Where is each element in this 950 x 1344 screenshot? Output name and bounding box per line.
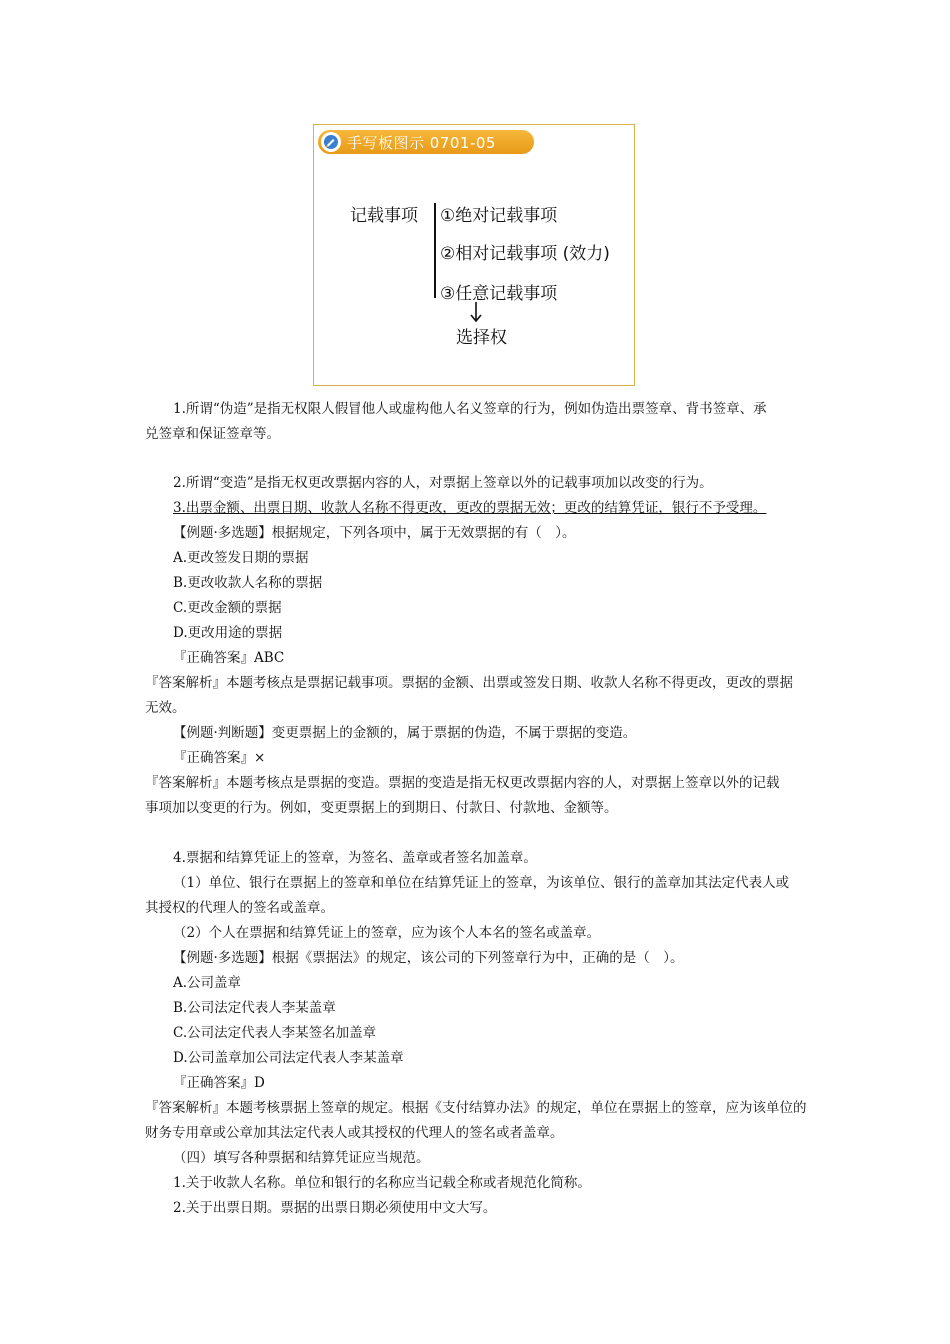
option-line: C.公司法定代表人李某签名加盖章 bbox=[173, 1025, 377, 1041]
board-item-2: ②相对记载事项 (效力) bbox=[440, 244, 610, 264]
board-item-1: ①绝对记载事项 bbox=[440, 206, 558, 226]
board-divider-line bbox=[434, 203, 436, 298]
section-heading: （四）填写各种票据和结算凭证应当规范。 bbox=[173, 1150, 430, 1166]
option-line: B.公司法定代表人李某盖章 bbox=[173, 1000, 336, 1016]
answer-line: 『正确答案』× bbox=[173, 750, 266, 766]
text-line: 1.所谓“伪造”是指无权限人假冒他人或虚构他人名义签章的行为，例如伪造出票签章、背书签章、承 bbox=[173, 401, 767, 417]
text-line: 2.所谓“变造”是指无权更改票据内容的人，对票据上签章以外的记载事项加以改变的行为。 bbox=[173, 475, 713, 491]
option-line: A.更改签发日期的票据 bbox=[173, 550, 309, 566]
text-line: （1）单位、银行在票据上的签章和单位在结算凭证上的签章，为该单位、银行的盖章加其法定代表人或 bbox=[173, 875, 790, 891]
option-line: B.更改收款人名称的票据 bbox=[173, 575, 323, 591]
option-line: D.公司盖章加公司法定代表人李某盖章 bbox=[173, 1050, 404, 1066]
text-line: 其授权的代理人的签名或盖章。 bbox=[145, 900, 334, 916]
down-arrow-icon bbox=[469, 301, 483, 323]
analysis-line: 无效。 bbox=[145, 700, 186, 716]
option-line: D.更改用途的票据 bbox=[173, 625, 283, 641]
text-line: 1.关于收款人名称。单位和银行的名称应当记载全称或者规范化简称。 bbox=[173, 1175, 591, 1191]
board-title: 手写板图示 0701-05 bbox=[347, 133, 496, 152]
option-line: C.更改金额的票据 bbox=[173, 600, 282, 616]
board-header bbox=[318, 130, 534, 154]
board-result: 选择权 bbox=[456, 328, 507, 348]
board-item-3: ③任意记载事项 bbox=[440, 284, 558, 304]
text-line: 【例题·多选题】根据《票据法》的规定，该公司的下列签章行为中，正确的是（ ）。 bbox=[173, 950, 684, 966]
handwriting-board-figure bbox=[313, 124, 635, 386]
analysis-line: 事项加以变更的行为。例如，变更票据上的到期日、付款日、付款地、金额等。 bbox=[145, 800, 618, 816]
analysis-line: 『答案解析』本题考核点是票据的变造。票据的变造是指无权更改票据内容的人，对票据上签章以外的记载 bbox=[145, 775, 780, 791]
text-line: 兑签章和保证签章等。 bbox=[145, 426, 280, 442]
answer-line: 『正确答案』D bbox=[173, 1075, 265, 1091]
analysis-line: 『答案解析』本题考核票据上签章的规定。根据《支付结算办法》的规定，单位在票据上的签章，应为该单位的 bbox=[145, 1100, 807, 1116]
text-line: 2.关于出票日期。票据的出票日期必须使用中文大写。 bbox=[173, 1200, 497, 1216]
analysis-line: 『答案解析』本题考核点是票据记载事项。票据的金额、出票或签发日期、收款人名称不得更改，更改的票据 bbox=[145, 675, 793, 691]
text-line: 【例题·判断题】变更票据上的金额的，属于票据的伪造，不属于票据的变造。 bbox=[173, 725, 637, 741]
option-line: A.公司盖章 bbox=[173, 975, 242, 991]
answer-line: 『正确答案』ABC bbox=[173, 650, 285, 666]
text-line: 4.票据和结算凭证上的签章，为签名、盖章或者签名加盖章。 bbox=[173, 850, 537, 866]
text-line: 【例题·多选题】根据规定，下列各项中，属于无效票据的有（ ）。 bbox=[173, 525, 576, 541]
text-line: （2）个人在票据和结算凭证上的签章，应为该个人本名的签名或盖章。 bbox=[173, 925, 601, 941]
text-line-underlined: 3.出票金额、出票日期、收款人名称不得更改，更改的票据无效；更改的结算凭证，银行不予受理。 bbox=[173, 500, 767, 516]
board-left-label: 记载事项 bbox=[350, 206, 418, 226]
analysis-line: 财务专用章或公章加其法定代表人或其授权的代理人的签名或者盖章。 bbox=[145, 1125, 564, 1141]
pen-icon bbox=[321, 132, 341, 152]
